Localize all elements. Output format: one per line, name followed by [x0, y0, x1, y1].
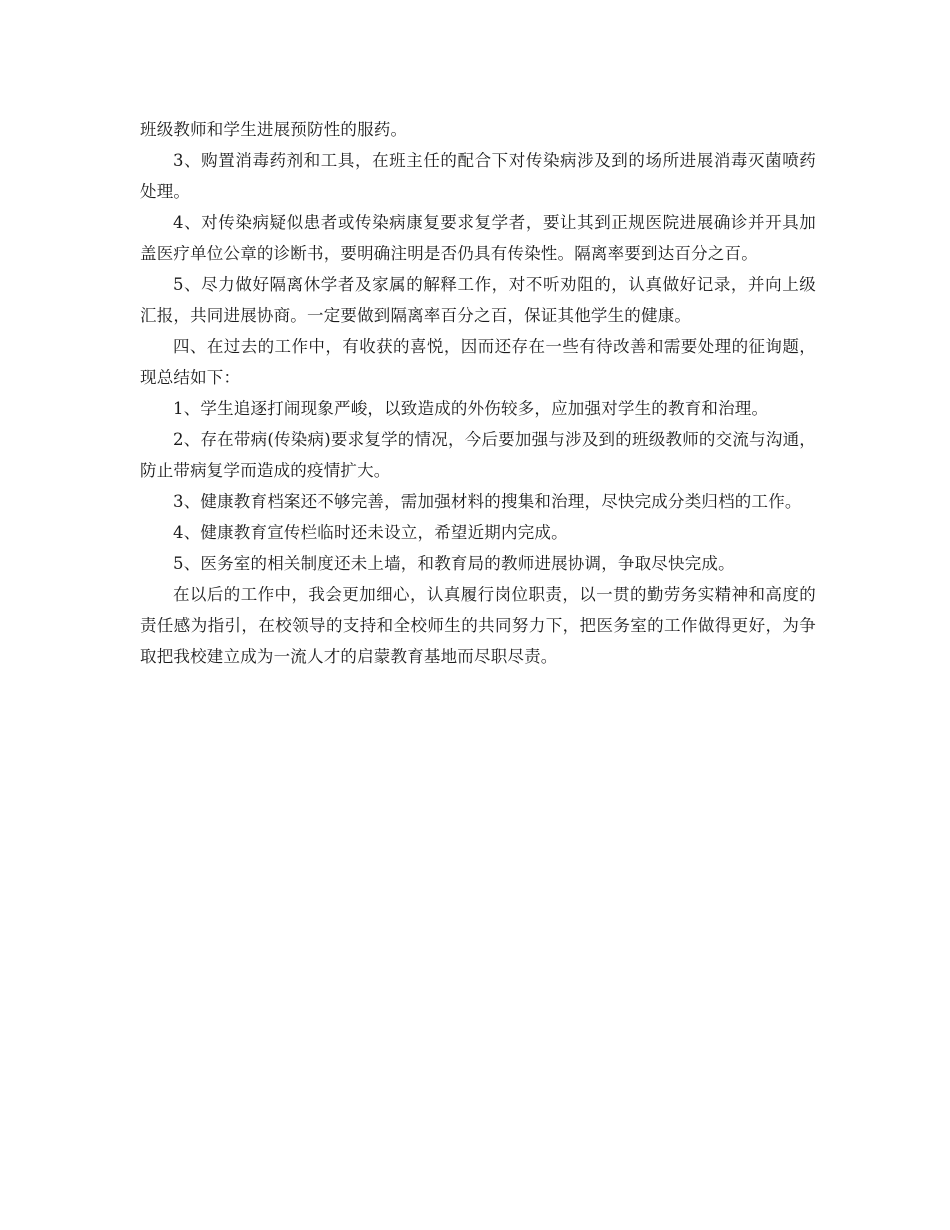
- paragraph-issue-3: 3、健康教育档案还不够完善，需加强材料的搜集和治理，尽快完成分类归档的工作。: [173, 492, 802, 511]
- paragraph-continuation: 班级教师和学生进展预防性的服药。: [140, 120, 408, 139]
- paragraph-item-3-disinfection: 3、购置消毒药剂和工具，在班主任的配合下对传染病涉及到的场所进展消毒灭菌喷药处理。: [140, 151, 816, 201]
- paragraph-issue-2: 2、存在带病(传染病)要求复学的情况，今后要加强与涉及到的班级教师的交流与沟通，防止带病复学而造成的疫情扩大。: [140, 430, 816, 480]
- paragraph-issue-4: 4、健康教育宣传栏临时还未设立，希望近期内完成。: [173, 523, 568, 542]
- paragraph-item-4-diagnosis: 4、对传染病疑似患者或传染病康复要求复学者，要让其到正规医院进展确诊并开具加盖医疗单位公章的诊断书，要明确注明是否仍具有传染性。隔离率要到达百分之百。: [140, 213, 816, 263]
- paragraph-issue-1: 1、学生追逐打闹现象严峻，以致造成的外伤较多，应加强对学生的教育和治理。: [173, 399, 769, 418]
- paragraph-item-5-isolation: 5、尽力做好隔离休学者及家属的解释工作，对不听劝阻的，认真做好记录，并向上级汇报，共同进展协商。一定要做到隔离率百分之百，保证其他学生的健康。: [140, 275, 816, 325]
- paragraph-issue-5: 5、医务室的相关制度还未上墙，和教育局的教师进展协调，争取尽快完成。: [173, 554, 735, 573]
- paragraph-section-4-heading: 四、在过去的工作中，有收获的喜悦，因而还存在一些有待改善和需要处理的征询题，现总结如下：: [140, 337, 816, 387]
- paragraph-closing: 在以后的工作中，我会更加细心，认真履行岗位职责，以一贯的勤劳务实精神和高度的责任感为指引，在校领导的支持和全校师生的共同努力下，把医务室的工作做得更好，为争取把我校建立成为一流人才的启蒙教育基地而尽职尽责。: [140, 585, 816, 666]
- document-body: [140, 114, 816, 672]
